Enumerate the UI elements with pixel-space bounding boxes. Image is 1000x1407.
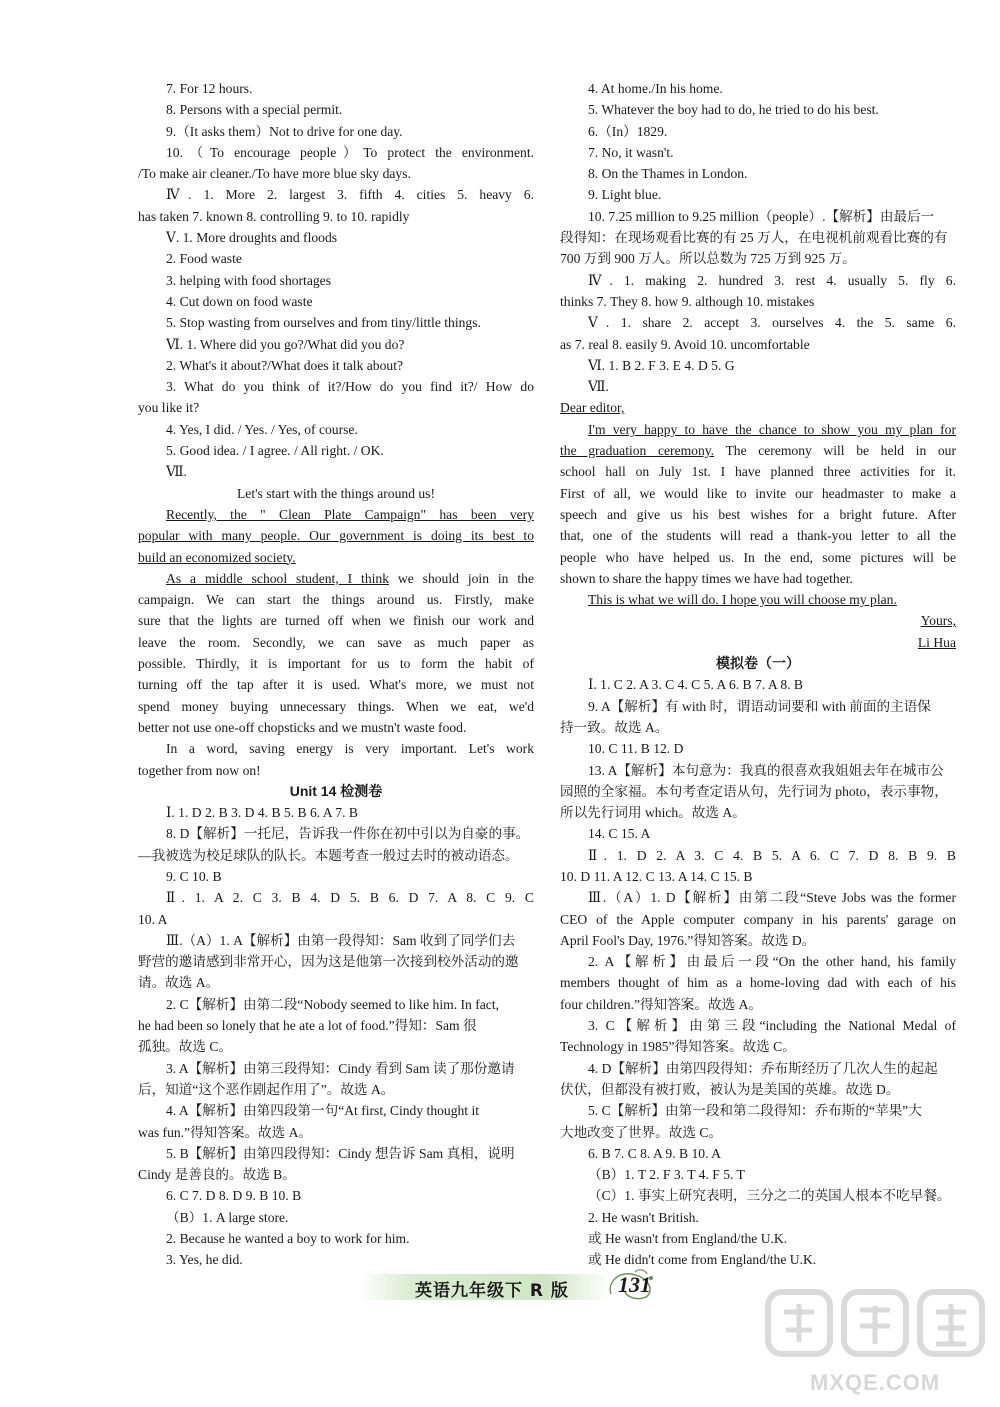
underlined-text: the graduation ceremony. <box>560 443 715 459</box>
text-line: 10. D 11. A 12. C 13. A 14. C 15. B <box>560 868 753 884</box>
text-line: 8. D【解析】一托尼，告诉我一件你在初中引以为自豪的事。 <box>166 826 530 842</box>
text-line: 2. Because he wanted a boy to work for him. <box>166 1231 410 1247</box>
text-line: 7. For 12 hours. <box>166 81 253 96</box>
text-line: sure that the lights are turned off when we finish our work and <box>138 613 534 629</box>
underlined-text: As a middle school student, I think <box>166 570 389 586</box>
text-line: 2. He wasn't British. <box>588 1209 699 1225</box>
text-line: 4. A【解析】由第四段第一句“At first, Cindy thought it <box>166 1103 480 1119</box>
text-line: In a word, saving energy is very important. Let's work <box>166 741 534 757</box>
text-line: 段得知：在现场观看比赛的有 25 万人，在电视机前观看比赛的有 <box>560 230 948 246</box>
section-heading: 模拟卷（一） <box>716 655 800 672</box>
watermark-logo <box>760 1282 992 1402</box>
text-line: possible. Thirdly, it is important for us to form the habit of <box>138 656 534 672</box>
text-line: 5. Stop wasting from ourselves and from tiny/little things. <box>166 315 481 331</box>
text-line: 大地改变了世界。故选 C。 <box>560 1124 722 1140</box>
text-line: four children.”得知答案。故选 A。 <box>560 996 762 1012</box>
text-line: Ⅱ. 1. D 2. A 3. C 4. B 5. A 6. C 7. D 8. B 9. B <box>588 847 956 863</box>
text-line: he had been so lonely that he ate a lot of food.”得知：Sam 很 <box>138 1018 477 1034</box>
text-line: 2. Food waste <box>166 251 242 267</box>
text-line: 14. C 15. A <box>588 826 651 842</box>
text-line: turning off the tap after it is used. What's more, we must not <box>138 677 534 693</box>
text-line: 13. A【解析】本句意为：我真的很喜欢我姐姐去年在城市公 <box>588 762 944 778</box>
text-line: 园照的全家福。本句考查定语从句，先行词为 photo，表示事物， <box>560 783 948 799</box>
text-line: 孤独。故选 C。 <box>138 1039 233 1055</box>
left-column <box>138 78 534 1271</box>
text-line: （B）1. A large store. <box>166 1209 289 1225</box>
text-line: 700 万到 900 万人。所以总数为 725 万到 925 万。 <box>560 251 856 267</box>
text-line: 或 He didn't come from England/the U.K. <box>588 1252 817 1268</box>
text-line: 7. No, it wasn't. <box>588 144 674 160</box>
text-line: —我被选为校足球队的队长。本题考查一般过去时的被动语态。 <box>138 847 519 863</box>
text-line: 9.（It asks them）Not to drive for one day. <box>166 123 403 139</box>
section-heading: Unit 14 检测卷 <box>289 782 383 799</box>
text-line: Dear editor, <box>560 400 625 416</box>
text-line: 伏伏，但都没有被打败，被认为是美国的英雄。故选 D。 <box>560 1081 900 1097</box>
text-line: 或 He wasn't from England/the U.K. <box>588 1231 788 1247</box>
text-line: /To make air cleaner./To have more blue sky days. <box>138 166 411 182</box>
text-line: （C）1. 事实上研究表明，三分之二的英国人根本不吃早餐。 <box>588 1188 951 1204</box>
text-line: 5. C【解析】由第一段和第二段得知：乔布斯的“苹果”大 <box>588 1103 922 1119</box>
text-line: 6. C 7. D 8. D 9. B 10. B <box>166 1188 302 1204</box>
text-line: Ⅰ. 1. C 2. A 3. C 4. C 5. A 6. B 7. A 8. B <box>588 677 803 693</box>
footer-title: 英语九年级下 R 版 <box>415 1281 569 1301</box>
text-line: Ⅴ. 1. More droughts and floods <box>166 230 338 246</box>
text-line: leave the room. Secondly, we can save as much paper as <box>138 634 534 650</box>
text-line: together from now on! <box>138 762 261 778</box>
text-line: better not use one-off chopsticks and we mustn't waste food. <box>138 719 467 735</box>
text-line: build an economized society. <box>138 549 296 565</box>
text-line: as 7. real 8. easily 9. Avoid 10. uncomfortable <box>560 336 810 352</box>
text-line: 9. C 10. B <box>166 868 222 884</box>
text-line: 后，知道“这个恶作剧起作用了”。故选 A。 <box>138 1081 395 1097</box>
text-line: 5. Whatever the boy had to do, he tried to do his best. <box>588 102 879 118</box>
text-line: 3. helping with food shortages <box>166 272 331 288</box>
text-line: 4. At home./In his home. <box>588 81 723 96</box>
text-line: 请。故选 A。 <box>138 975 220 991</box>
text-line: CEO of the Apple computer company in his parents' garage on <box>560 911 956 927</box>
text-line: Ⅲ.（A）1. D【解析】由第二段“Steve Jobs was the former <box>588 890 956 906</box>
watermark-text: MXQE.COM <box>810 1370 941 1395</box>
text-line: Recently, the " Clean Plate Campaign" has been very <box>166 506 534 522</box>
text-line: members thought of him as a home-loving dad with each of his <box>560 975 956 991</box>
text-line: Ⅰ. 1. D 2. B 3. D 4. B 5. B 6. A 7. B <box>166 805 358 821</box>
text-line: 3. What do you think of it?/How do you find it?/ How do <box>166 379 534 395</box>
text-line: 3. A【解析】由第三段得知：Cindy 看到 Sam 读了那份邀请 <box>166 1060 515 1076</box>
text-line: Ⅳ. 1. making 2. hundred 3. rest 4. usually 5. fly 6. <box>588 272 956 288</box>
text-line: you like it? <box>138 400 200 416</box>
text-line: Ⅵ. 1. Where did you go?/What did you do? <box>166 336 405 352</box>
text-line: has taken 7. known 8. controlling 9. to 10. rapidly <box>138 208 410 224</box>
text-line: Ⅳ. 1. More 2. largest 3. fifth 4. cities 5. heavy 6. <box>166 187 534 203</box>
text-line: 4. D【解析】由第四段得知：乔布斯经历了几次人生的起起 <box>588 1060 938 1076</box>
text-line: 5. Good idea. / I agree. / All right. / OK. <box>166 443 384 459</box>
text-line: 8. Persons with a special permit. <box>166 102 343 118</box>
text-line: campaign. We can start the things around us. Firstly, make <box>138 592 534 608</box>
text-line: 6.（In）1829. <box>588 123 668 139</box>
right-column <box>560 78 956 1271</box>
text-line: Ⅱ. 1. A 2. C 3. B 4. D 5. B 6. D 7. A 8. C 9. C <box>166 890 534 906</box>
text-line: Ⅶ. <box>166 464 187 480</box>
text-line: This is what we will do. I hope you will choose my plan. <box>588 592 897 608</box>
text-line: 野营的邀请感到非常开心，因为这是他第一次接到校外活动的邀 <box>138 954 519 970</box>
text-line: the graduation ceremony. The ceremony will be held in our <box>560 443 956 459</box>
text-line: First of all, we would like to invite our headmaster to make a <box>560 485 956 501</box>
text-line: 3. Yes, he did. <box>166 1252 243 1268</box>
watermark-stamp-icon <box>760 1282 992 1372</box>
text-line: Cindy 是善良的。故选 B。 <box>138 1167 296 1183</box>
page-number: 131 <box>618 1272 651 1297</box>
text-line: 3. C【解析】由第三段“including the National Medal of <box>588 1018 956 1034</box>
text-line: Technology in 1985”得知答案。故选 C。 <box>560 1039 796 1055</box>
text-line: speech and give us his best wishes for a bright future. After <box>560 506 956 522</box>
text-line: 10. 7.25 million to 9.25 million（people）.【解析】由最后一 <box>588 208 935 224</box>
text-line: 所以先行词用 which。故选 A。 <box>560 805 746 821</box>
text-line: that, one of the students will read a thank-you letter to all the <box>560 528 956 544</box>
text-line: school hall on July 1st. I have planned three activities for it. <box>560 464 956 480</box>
text-line: Ⅶ. <box>588 379 609 395</box>
text-line: Ⅴ. 1. share 2. accept 3. ourselves 4. the 5. same 6. <box>588 315 956 331</box>
text-line: Yours, <box>920 613 956 629</box>
text-line: 6. B 7. C 8. A 9. B 10. A <box>588 1145 721 1161</box>
text-line: 8. On the Thames in London. <box>588 166 748 182</box>
text-line: was fun.”得知答案。故选 A。 <box>138 1124 313 1140</box>
text-line: Let's start with the things around us! <box>236 485 436 501</box>
text-line: 5. B【解析】由第四段得知：Cindy 想告诉 Sam 真相，说明 <box>166 1145 515 1161</box>
text-line: 9. A【解析】有 with 时，谓语动词要和 with 前面的主语保 <box>588 698 931 714</box>
text-line: 2. What's it about?/What does it talk about? <box>166 357 404 373</box>
text-line: 持一致。故选 A。 <box>560 719 669 735</box>
text-line: Ⅵ. 1. B 2. F 3. E 4. D 5. G <box>588 357 735 373</box>
text-line: 4. Yes, I did. / Yes. / Yes, of course. <box>166 421 358 437</box>
text-line: spend money buying unnecessary things. When we eat, we'd <box>138 698 534 714</box>
text-line: shown to share the happy times we have had together. <box>560 570 853 586</box>
text-line: I'm very happy to have the chance to show you my plan for <box>588 421 956 437</box>
text-line: 2. C【解析】由第二段“Nobody seemed to like him. In fact, <box>166 996 499 1012</box>
text-line: thinks 7. They 8. how 9. although 10. mistakes <box>560 293 815 309</box>
text-line: 10. A <box>138 911 168 927</box>
text-line: 10. C 11. B 12. D <box>588 741 684 757</box>
text-line: people who have helped us. In the end, some pictures will be <box>560 549 956 565</box>
text-line: As a middle school student, I think we should join in the <box>166 570 534 586</box>
text-line: Ⅲ.（A）1. A【解析】由第一段得知：Sam 收到了同学们去 <box>166 932 516 948</box>
text-line: April Fool's Day, 1976.”得知答案。故选 D。 <box>560 932 816 948</box>
text-line: 4. Cut down on food waste <box>166 293 313 309</box>
text-line: 9. Light blue. <box>588 187 662 203</box>
text-line: popular with many people. Our government is doing its best to <box>138 528 534 544</box>
text-line: （B）1. T 2. F 3. T 4. F 5. T <box>588 1167 745 1183</box>
page-footer <box>360 1266 660 1306</box>
text-line: 10.（To encourage people）To protect the environment. <box>166 144 534 160</box>
text-line: Li Hua <box>917 634 956 650</box>
text-line: 2. A【解析】由最后一段“On the other hand, his family <box>588 954 956 970</box>
